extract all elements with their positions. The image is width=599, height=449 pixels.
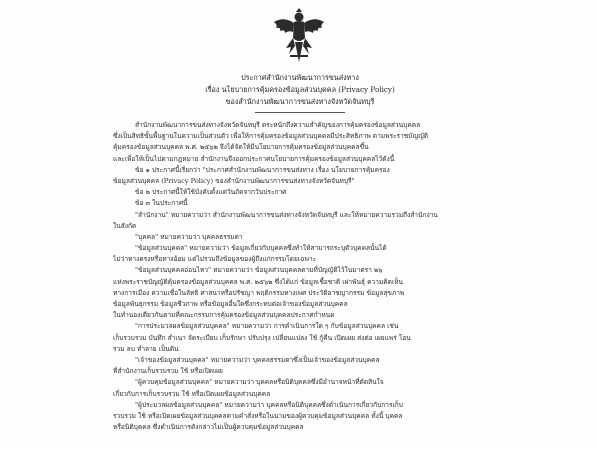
body-line: "ผู้ควบคุมข้อมูลส่วนบุคคล" หมายความว่า บุคคลหรือนิติบุคคลซึ่งมีอำนาจหน้าที่ตัดสินใจ: [135, 378, 384, 387]
body-line: ข้อ ๑ ประกาศนี้เรียกว่า "ประกาศสำนักงานพัฒนาการขนส่งทาง เรื่อง นโยบายการคุ้มครอง: [135, 165, 390, 174]
body-line: รวม ลบ ทำลาย เป็นต้น: [113, 344, 179, 353]
body-line: สำนักงานพัฒนาการขนส่งทางจังหวัดจันทบุรี ตระหนักถึงความสำคัญของการคุ้มครองข้อมูลส่วนบุคคล: [135, 121, 421, 129]
garuda-emblem-icon: [272, 8, 326, 64]
document-header: [100, 72, 500, 113]
body-line: ข้อมูลส่วนบุคคล (Privacy Policy) ของสำนักงานพัฒนาการขนส่งทางจังหวัดจันทบุรี": [113, 176, 355, 185]
body-line: รวบรวม ใช้ หรือเปิดเผยข้อมูลส่วนบุคคลตามคำสั่งหรือในนามของผู้ควบคุมข้อมูลส่วนบุคคล ทั้งนี้ บุคคล: [113, 411, 403, 420]
body-line: ในทำนองเดียวกันตามที่คณะกรรมการคุ้มครองข้อมูลส่วนบุคคลประกาศกำหนด: [113, 311, 335, 320]
body-line: ซึ่งเป็นสิทธิขั้นพื้นฐานในความเป็นส่วนตัว เพื่อให้การคุ้มครองข้อมูลส่วนบุคคลมีประสิทธิภาพ ตามพระราชบัญญัติ: [113, 132, 428, 141]
body-line: ข้อ ๒ ประกาศนี้ให้ใช้บังคับตั้งแต่วันถัดจากวันประกาศ: [135, 188, 287, 197]
body-line: "สำนักงาน" หมายความว่า สำนักงานพัฒนาการขนส่งทางจังหวัดจันทบุรี และให้หมายความรวมถึงสำนักงาน: [135, 210, 438, 219]
body-line: เก็บรวบรวม บันทึก สำเนา จัดระเบียบ เก็บรักษา ปรับปรุง เปลี่ยนแปลง ใช้ กู้คืน เปิดเผย ส่งต่อ เผยแพร่ โอน: [113, 333, 411, 342]
body-line: เกี่ยวกับการเก็บรวบรวม ใช้ หรือเปิดเผยข้อมูลส่วนบุคคล: [113, 389, 271, 398]
body-line: "บุคคล" หมายความว่า บุคคลธรรมดา: [135, 232, 243, 241]
body-line: ที่สำนักงานเก็บรวบรวม ใช้ หรือเปิดเผย: [113, 367, 223, 376]
body-line: ในสังกัด: [113, 221, 137, 230]
body-line: แห่งพระราชบัญญัติคุ้มครองข้อมูลส่วนบุคคล พ.ศ. ๒๕๖๒ ซึ่งได้แก่ ข้อมูลเชื้อชาติ เผ่าพันธุ์ ความคิดเห็น: [113, 277, 404, 286]
header-line-3: ของสำนักงานพัฒนาการขนส่งทางจังหวัดจันทบุรี: [225, 97, 375, 106]
body-line: "ผู้ประมวลผลข้อมูลส่วนบุคคล" หมายความว่า บุคคลหรือนิติบุคคลซึ่งดำเนินการเกี่ยวกับการเก็บ: [135, 400, 403, 409]
body-line: "การประมวลผลข้อมูลส่วนบุคคล" หมายความว่า การดำเนินการใด ๆ กับข้อมูลส่วนบุคคล เช่น: [135, 322, 399, 331]
body-line: ไม่ว่าทางตรงหรือทางอ้อม แต่ไม่รวมถึงข้อมูลของผู้ถึงแก่กรรมโดยเฉพาะ: [113, 255, 317, 264]
header-divider: [255, 112, 345, 113]
body-line: หรือนิติบุคคล ซึ่งดำเนินการดังกล่าวไม่เป็นผู้ควบคุมข้อมูลส่วนบุคคล: [113, 423, 304, 432]
header-line-2: เรื่อง นโยบายการคุ้มครองข้อมูลส่วนบุคคล (Privacy Policy): [205, 85, 395, 94]
header-line-1: ประกาศสำนักงานพัฒนาการขนส่งทาง: [241, 73, 359, 82]
body-line: ข้อ ๓ ในประกาศนี้: [135, 199, 188, 208]
body-line: "ข้อมูลส่วนบุคคลอ่อนไหว" หมายความว่า ข้อมูลส่วนบุคคลตามที่บัญญัติไว้ในมาตรา ๒๖: [135, 266, 383, 275]
document-body: [113, 120, 489, 433]
body-line: ข้อมูลพันธุกรรม ข้อมูลชีวภาพ หรือข้อมูลอื่นใดซึ่งกระทบต่อเจ้าของข้อมูลส่วนบุคคล: [113, 300, 348, 308]
body-line: "เจ้าของข้อมูลส่วนบุคคล" หมายความว่า บุคคลธรรมดาซึ่งเป็นเจ้าของข้อมูลส่วนบุคคล: [135, 355, 380, 364]
body-line: คุ้มครองข้อมูลส่วนบุคคล พ.ศ. ๒๕๖๒ จึงได้จัดให้มีนโยบายการคุ้มครองข้อมูลส่วนบุคคลขึ้น: [113, 143, 369, 152]
body-line: และเพื่อให้เป็นไปตามกฎหมาย สำนักงานจึงออกประกาศนโยบายการคุ้มครองข้อมูลส่วนบุคคลไว้ดังนี้: [113, 154, 395, 163]
body-line: ทางการเมือง ความเชื่อในลัทธิ ศาสนาหรือปรัชญา พฤติกรรมทางเพศ ประวัติอาชญากรรม ข้อมูลสุขภาพ: [113, 288, 405, 297]
body-line: "ข้อมูลส่วนบุคคล" หมายความว่า ข้อมูลเกี่ยวกับบุคคลซึ่งทำให้สามารถระบุตัวบุคคลนั้นได้: [135, 244, 387, 253]
